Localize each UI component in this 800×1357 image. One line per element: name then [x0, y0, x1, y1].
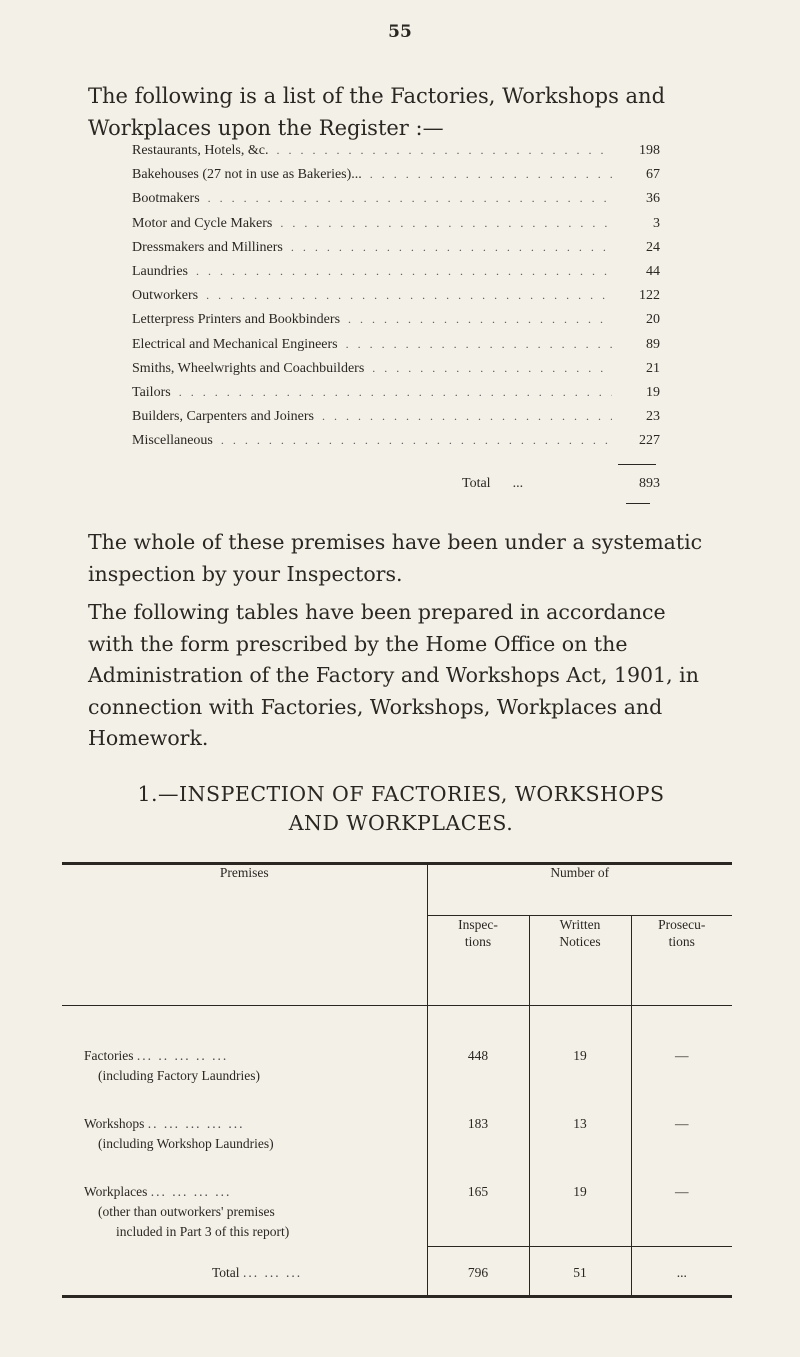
register-item-value: 67: [646, 167, 660, 183]
leader-dots: [370, 167, 612, 182]
register-item-label: Motor and Cycle Makers: [132, 215, 273, 231]
inspections-cell: 448: [427, 1006, 529, 1091]
premises-cell: Workplaces ... ... ... ... (other than outworkers' premises included in Part 3 of this report): [62, 1158, 427, 1247]
written-notices-header: Written Notices: [529, 916, 631, 1006]
register-item-value: 19: [646, 384, 660, 400]
register-item-label: Bakehouses (27 not in use as Bakeries)...: [132, 167, 362, 183]
leader-dots: [372, 361, 612, 376]
list-item: [132, 143, 660, 167]
premises-cell: Factories ... .. ... .. ... (including Factory Laundries): [62, 1006, 427, 1091]
inspection-paragraph: The whole of these premises have been under a systematic inspection by your Inspectors.: [88, 530, 703, 586]
prosecutions-cell: —: [675, 1048, 689, 1063]
register-total: [462, 476, 660, 492]
leader-dots: [276, 143, 612, 158]
register-item-value: 36: [646, 191, 660, 207]
intro-paragraph: The following is a list of the Factories, Workshops and Workplaces upon the Register :—: [88, 84, 666, 140]
register-item-label: Letterpress Printers and Bookbinders: [132, 312, 341, 328]
total-inspections-cell: 796: [427, 1247, 529, 1297]
leader-dots: [196, 264, 612, 279]
table-row: [62, 1006, 732, 1091]
leader-dots: [348, 312, 612, 327]
list-item: [132, 191, 660, 215]
register-item-label: Builders, Carpenters and Joiners: [132, 409, 314, 425]
table-total-row: [62, 1247, 732, 1297]
premises-cell: Workshops .. ... ... ... ... (including Workshop Laundries): [62, 1090, 427, 1158]
leader-dots: [208, 191, 612, 206]
register-item-label: Laundries: [132, 263, 188, 279]
leader-dots: [179, 385, 612, 400]
leader-dots: [280, 216, 612, 231]
register-item-label: Restaurants, Hotels, &c.: [132, 143, 269, 158]
tables-paragraph: The following tables have been prepared in accordance with the form prescribed by the Home Office on the Administration of the Factory and Workshops Act, 1901, in connection with Factories, Workshops, Workplaces and Homework.: [88, 600, 699, 750]
register-item-value: 198: [639, 143, 660, 158]
register-item-label: Tailors: [132, 384, 171, 400]
table-row: [62, 1090, 732, 1158]
leader-dots: [291, 240, 612, 255]
list-item: [132, 264, 660, 288]
register-list: [132, 143, 660, 457]
register-item-label: Miscellaneous: [132, 433, 213, 449]
register-item-value: 122: [639, 288, 660, 304]
register-item-value: 20: [646, 312, 660, 328]
notices-cell: 19: [529, 1006, 631, 1091]
register-item-value: 89: [646, 336, 660, 352]
register-item-label: Electrical and Mechanical Engineers: [132, 336, 338, 352]
notices-cell: 19: [529, 1158, 631, 1247]
number-of-header: Number of: [427, 864, 732, 916]
register-item-label: Dressmakers and Milliners: [132, 239, 283, 255]
list-item: [132, 385, 660, 409]
list-item: [132, 167, 660, 191]
register-item-value: 21: [646, 360, 660, 376]
total-rule: [618, 464, 656, 465]
list-item: [132, 409, 660, 433]
register-total-value: 893: [639, 476, 660, 491]
notices-cell: 13: [529, 1090, 631, 1158]
prosecutions-cell: —: [675, 1116, 689, 1131]
inspections-cell: 183: [427, 1090, 529, 1158]
inspections-cell: 165: [427, 1158, 529, 1247]
register-total-label: Total: [462, 476, 491, 491]
list-item: [132, 337, 660, 361]
section-title-line2: AND WORKPLACES.: [288, 811, 514, 835]
leader-dots: [346, 337, 612, 352]
total-notices-cell: 51: [529, 1247, 631, 1297]
list-item: [132, 216, 660, 240]
premises-header: Premises: [62, 864, 427, 1006]
total-prosecutions-cell: ...: [631, 1247, 732, 1297]
list-item: [132, 433, 660, 457]
list-item: [132, 240, 660, 264]
total-label-cell: Total ... ... ...: [62, 1247, 427, 1297]
list-item: [132, 312, 660, 336]
list-item: [132, 288, 660, 312]
section-title: [88, 780, 714, 838]
total-underline: [626, 503, 650, 504]
prosecutions-header: Prosecu- tions: [631, 916, 732, 1006]
register-item-value: 24: [646, 239, 660, 255]
register-item-label: Smiths, Wheelwrights and Coachbuilders: [132, 360, 365, 376]
register-item-value: 23: [646, 409, 660, 425]
register-total-dots: ...: [512, 476, 524, 491]
section-title-line1: 1.—INSPECTION OF FACTORIES, WORKSHOPS: [137, 782, 665, 806]
register-item-value: 3: [653, 215, 660, 231]
register-item-label: Outworkers: [132, 288, 199, 304]
page-number: 55: [388, 22, 412, 42]
leader-dots: [322, 409, 612, 424]
register-item-label: Bootmakers: [132, 191, 200, 207]
register-item-value: 227: [639, 433, 660, 449]
prosecutions-cell: —: [675, 1184, 689, 1199]
table-row: [62, 1158, 732, 1247]
leader-dots: [221, 433, 612, 448]
leader-dots: [206, 288, 612, 303]
inspection-table: [62, 862, 732, 1298]
inspections-header: Inspec- tions: [427, 916, 529, 1006]
list-item: [132, 361, 660, 385]
register-item-value: 44: [646, 263, 660, 279]
